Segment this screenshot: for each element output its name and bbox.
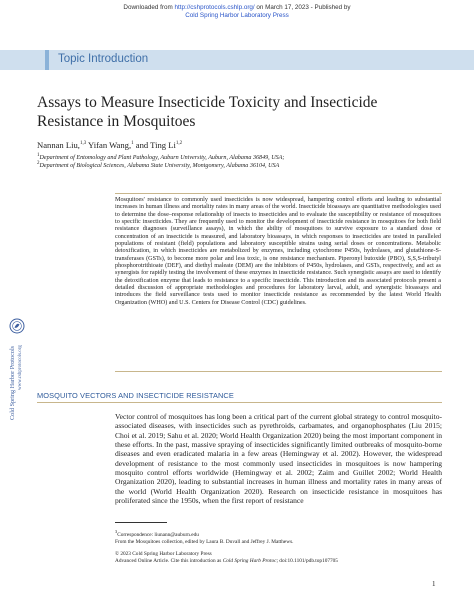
author-3: and Ting Li bbox=[133, 140, 176, 150]
affiliation-2-sup: 2 bbox=[37, 161, 40, 166]
advance-journal: Cold Spring Harb Protoc bbox=[222, 557, 277, 564]
side-journal-label bbox=[8, 210, 26, 420]
banner-suffix: on March 17, 2023 - Published by bbox=[254, 4, 351, 11]
author-2: Yifan Wang, bbox=[86, 140, 132, 150]
affiliation-1 bbox=[37, 153, 284, 161]
advance-doi: ; doi:10.1101/pdb.top107705 bbox=[276, 557, 338, 564]
author-3-sup: 1,2 bbox=[175, 141, 183, 147]
topic-stripe bbox=[45, 50, 49, 70]
download-banner bbox=[0, 4, 474, 20]
article-title: Assays to Measure Insecticide Toxicity and Insecticide Resistance in Mosquitoes bbox=[37, 94, 378, 130]
correspondence-text: Correspondence: liunann@auburn.edu bbox=[117, 531, 199, 538]
footnote-correspondence bbox=[115, 528, 445, 539]
footnote-collection: From the Mosquitoes collection, edited by Laura B. Duvall and Jeffrey J. Matthews. bbox=[115, 538, 294, 545]
section-rule bbox=[37, 402, 442, 403]
banner-publisher[interactable]: Cold Spring Harbor Laboratory Press bbox=[185, 12, 289, 19]
affiliation-1-sup: 1 bbox=[37, 153, 40, 158]
banner-link[interactable]: http://cshprotocols.cshlp.org/ bbox=[174, 4, 255, 11]
body-paragraph: Vector control of mosquitoes has long been a critical part of the current global strategy to control mosquito-associated diseases, with insecticides such as pyrethroids, carbamates, and organophosphates (Liu 2015; Choi et al. 2019; Sahu et al. 2020; World Health Organization 2020) being the most important component in these efforts. In the past, massive spraying of insecticides significantly limited outbreaks of mosquito-borne diseases and even eradicated malaria in a few areas (Hemingway et al. 2002). However, the widespread development of resistance to the most commonly used insecticides in mosquitoes is now hampering mosquito control efforts worldwide (Hemingway et al. 2002; Zaim and Guillet 2002; World Health Organization 2020), leading to substantial increases in human illness and mortality rates in many areas of the world (World Health Organization 2020). Research on insecticide resistance in mosquitoes has proliferated since the 1950s, when the first report of resistance bbox=[115, 412, 442, 506]
advance-prefix: Advanced Online Article. Cite this introduction as bbox=[115, 557, 223, 564]
affiliation-2 bbox=[37, 161, 279, 169]
affiliation-2-text: Department of Biological Sciences, Alabama State University, Montgomery, Alabama 36104, USA bbox=[39, 163, 280, 170]
author-1-sup: 1,3 bbox=[79, 141, 87, 147]
topic-label: Topic Introduction bbox=[58, 53, 149, 65]
footnote-rule bbox=[115, 522, 167, 523]
page-number: 1 bbox=[432, 580, 436, 588]
abstract-top-rule bbox=[115, 193, 442, 194]
footnotes bbox=[115, 528, 445, 565]
cshl-logo-icon bbox=[9, 318, 25, 334]
affiliation-1-text: Department of Entomology and Plant Pathology, Auburn University, Auburn, Alabama 36849, USA; bbox=[39, 155, 285, 162]
side-journal-name: Cold Spring Harbor Protocols bbox=[9, 345, 16, 420]
abstract-bottom-rule bbox=[115, 371, 442, 372]
section-heading: MOSQUITO VECTORS AND INSECTICIDE RESISTANCE bbox=[37, 391, 234, 400]
banner-prefix: Downloaded from bbox=[123, 4, 175, 11]
footnote-copyright: © 2023 Cold Spring Harbor Laboratory Press bbox=[115, 550, 212, 557]
footnote-advance bbox=[115, 558, 445, 565]
side-journal-url[interactable]: www.cshprotocols.org bbox=[18, 345, 23, 390]
correspondence-sup: 3 bbox=[115, 529, 118, 534]
abstract: Mosquitoes' resistance to commonly used insecticides is now widespread, hampering control efforts and leading to substantial increases in human illness and mortality rates in many areas of the world. Insecticide bioassays are quantitative methodologies used to determine the dose–response relationship of insects to insecticides and to evaluate the susceptibility or resistance of mosquitoes to specific insecticides. They are frequently used to monitor the development of insecticide resistance in mosquitoes for both field resistance diagnoses (surveillance assays), in which the ability of mosquitoes to survive exposure to a standard dose or concentration of an insecticide is measured, and laboratory bioassays, in which responses to insecticides are tested in paralleled populations of resistant (field) populations and laboratory susceptible strains using serial doses or concentrations. Metabolic detoxification, in which insecticides are metabolized by enzymes, including cytochrome P450s, hydrolases, and glutathione-S-transferases (GSTs), to become more polar and less toxic, is one resistance mechanism. Piperonyl butoxide (PBO), S,S,S-tributyl phosphorotrithioate (DEF), and diethyl maleate (DEM) are the inhibitors of P450s, hydrolases, and GSTs, respectively, and act as synergists for rapidly testing the involvement of these enzymes in insecticide resistance. Such synergistic assays are used to identify the detoxification enzyme that leads to resistance to a specific insecticide. This introduction and its associated protocols present a detailed discussion of appropriate methodologies and procedures for laboratory larval, adult, and synergistic bioassays and introduces the field surveillance tests used to monitor insecticide resistance as recommended by the latest World Health Organization (WHO) and U.S. Centers for Disease Control (CDC) guidelines. bbox=[115, 197, 441, 306]
author-list bbox=[37, 140, 182, 150]
author-2-sup: 1 bbox=[131, 141, 134, 147]
author-1: Nannan Liu, bbox=[37, 140, 80, 150]
